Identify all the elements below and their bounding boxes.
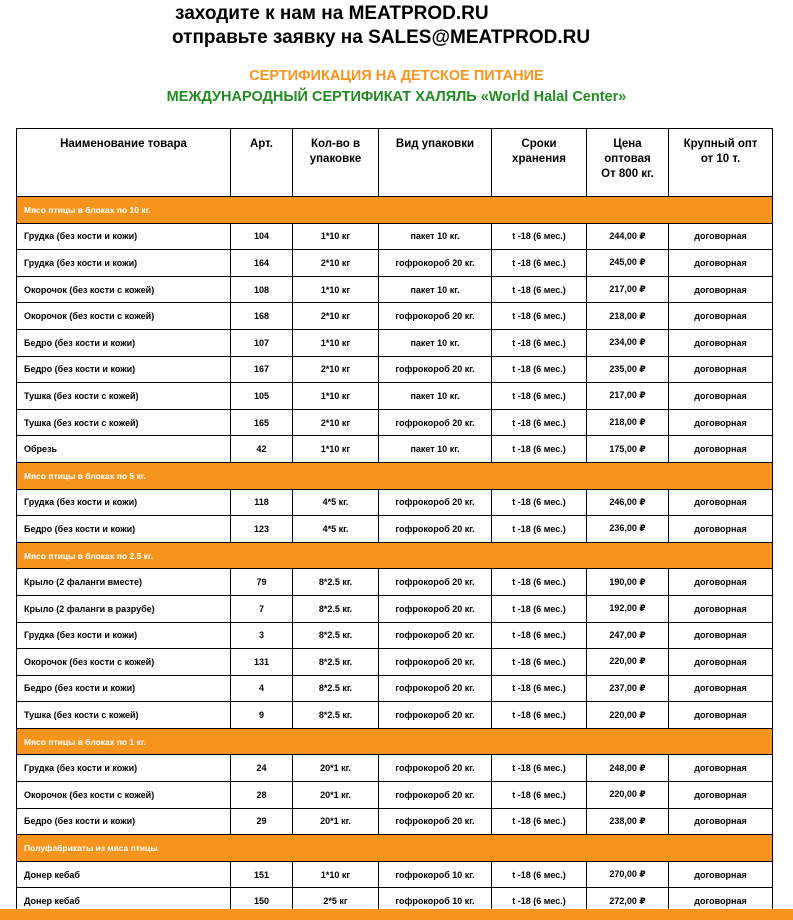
row-art: 123 — [231, 516, 293, 543]
row-term: t -18 (6 мес.) — [492, 888, 587, 915]
header-qty: Кол-во в упаковке — [293, 129, 379, 197]
row-term: t -18 (6 мес.) — [492, 276, 587, 303]
row-price: 270,00 ₽ — [587, 861, 669, 888]
row-bulk: договорная — [669, 383, 773, 410]
row-price: 245,00 ₽ — [587, 250, 669, 277]
row-name: Грудка (без кости и кожи) — [17, 250, 231, 277]
row-qty: 1*10 кг — [293, 329, 379, 356]
row-name: Бедро (без кости и кожи) — [17, 329, 231, 356]
section-header-row — [17, 542, 773, 569]
row-name: Окорочок (без кости с кожей) — [17, 649, 231, 676]
row-art: 165 — [231, 409, 293, 436]
row-price: 217,00 ₽ — [587, 276, 669, 303]
row-art: 167 — [231, 356, 293, 383]
table-row — [17, 702, 773, 729]
table-row — [17, 356, 773, 383]
row-art: 131 — [231, 649, 293, 676]
table-row — [17, 782, 773, 809]
row-price: 175,00 ₽ — [587, 436, 669, 463]
table-row — [17, 675, 773, 702]
row-art: 24 — [231, 755, 293, 782]
table-row — [17, 516, 773, 543]
table-row — [17, 383, 773, 410]
row-qty: 20*1 кг. — [293, 808, 379, 835]
row-name: Тушка (без кости с кожей) — [17, 383, 231, 410]
row-qty: 2*10 кг — [293, 250, 379, 277]
table-row — [17, 329, 773, 356]
row-bulk: договорная — [669, 276, 773, 303]
row-term: t -18 (6 мес.) — [492, 223, 587, 250]
row-art: 42 — [231, 436, 293, 463]
header-name: Наименование товара — [17, 129, 231, 197]
row-art: 79 — [231, 569, 293, 596]
row-art: 105 — [231, 383, 293, 410]
row-qty: 8*2.5 кг. — [293, 569, 379, 596]
row-art: 4 — [231, 675, 293, 702]
row-name: Донер кебаб — [17, 888, 231, 915]
row-price: 218,00 ₽ — [587, 409, 669, 436]
table-row — [17, 808, 773, 835]
row-term: t -18 (6 мес.) — [492, 329, 587, 356]
row-pack: гофрокороб 20 кг. — [379, 675, 492, 702]
row-term: t -18 (6 мес.) — [492, 516, 587, 543]
row-bulk: договорная — [669, 569, 773, 596]
table-body — [17, 197, 773, 915]
row-price: 237,00 ₽ — [587, 675, 669, 702]
row-pack: гофрокороб 20 кг. — [379, 782, 492, 809]
row-bulk: договорная — [669, 675, 773, 702]
row-price: 248,00 ₽ — [587, 755, 669, 782]
table-row — [17, 489, 773, 516]
row-term: t -18 (6 мес.) — [492, 622, 587, 649]
row-name: Крыло (2 фаланги в разрубе) — [17, 595, 231, 622]
row-name: Обрезь — [17, 436, 231, 463]
row-name: Бедро (без кости и кожи) — [17, 356, 231, 383]
row-name: Окорочок (без кости с кожей) — [17, 782, 231, 809]
table-row — [17, 303, 773, 330]
section-title: Мясо птицы в блоках по 10 кг. — [17, 197, 773, 224]
row-price: 220,00 ₽ — [587, 649, 669, 676]
row-qty: 2*10 кг — [293, 356, 379, 383]
section-title: Мясо птицы в блоках по 1 кг. — [17, 728, 773, 755]
section-title: Полуфабрикаты из мяса птицы — [17, 835, 773, 862]
row-art: 9 — [231, 702, 293, 729]
row-pack: гофрокороб 20 кг. — [379, 489, 492, 516]
row-term: t -18 (6 мес.) — [492, 383, 587, 410]
row-pack: гофрокороб 20 кг. — [379, 516, 492, 543]
table-header-row — [17, 129, 773, 197]
row-term: t -18 (6 мес.) — [492, 675, 587, 702]
section-header-row — [17, 728, 773, 755]
row-name: Бедро (без кости и кожи) — [17, 808, 231, 835]
row-pack: гофрокороб 20 кг. — [379, 808, 492, 835]
row-bulk: договорная — [669, 782, 773, 809]
row-price: 220,00 ₽ — [587, 782, 669, 809]
row-price: 246,00 ₽ — [587, 489, 669, 516]
row-qty: 2*5 кг — [293, 888, 379, 915]
row-name: Грудка (без кости и кожи) — [17, 622, 231, 649]
row-name: Тушка (без кости с кожей) — [17, 702, 231, 729]
row-bulk: договорная — [669, 861, 773, 888]
row-qty: 4*5 кг. — [293, 516, 379, 543]
row-qty: 2*10 кг — [293, 303, 379, 330]
row-art: 28 — [231, 782, 293, 809]
row-term: t -18 (6 мес.) — [492, 755, 587, 782]
row-qty: 8*2.5 кг. — [293, 622, 379, 649]
table-row — [17, 436, 773, 463]
row-name: Грудка (без кости и кожи) — [17, 489, 231, 516]
row-bulk: договорная — [669, 223, 773, 250]
row-name: Окорочок (без кости с кожей) — [17, 276, 231, 303]
row-bulk: договорная — [669, 622, 773, 649]
row-pack: гофрокороб 20 кг. — [379, 702, 492, 729]
row-term: t -18 (6 мес.) — [492, 808, 587, 835]
row-term: t -18 (6 мес.) — [492, 569, 587, 596]
row-pack: гофрокороб 20 кг. — [379, 250, 492, 277]
row-pack: гофрокороб 20 кг. — [379, 409, 492, 436]
row-qty: 8*2.5 кг. — [293, 595, 379, 622]
row-pack: пакет 10 кг. — [379, 329, 492, 356]
table-row — [17, 595, 773, 622]
row-bulk: договорная — [669, 755, 773, 782]
table-row — [17, 861, 773, 888]
table-row — [17, 569, 773, 596]
row-bulk: договорная — [669, 702, 773, 729]
header-price: Цена оптовая От 800 кг. — [587, 129, 669, 197]
row-art: 118 — [231, 489, 293, 516]
row-name: Грудка (без кости и кожи) — [17, 755, 231, 782]
row-art: 3 — [231, 622, 293, 649]
row-price: 244,00 ₽ — [587, 223, 669, 250]
table-row — [17, 223, 773, 250]
row-art: 107 — [231, 329, 293, 356]
row-pack: гофрокороб 20 кг. — [379, 622, 492, 649]
row-pack: гофрокороб 10 кг. — [379, 861, 492, 888]
row-name: Донер кебаб — [17, 861, 231, 888]
email-invite-text: отправьте заявку на SALES@MEATPROD.RU — [172, 27, 591, 48]
row-qty: 2*10 кг — [293, 409, 379, 436]
header-pack: Вид упаковки — [379, 129, 492, 197]
row-qty: 8*2.5 кг. — [293, 675, 379, 702]
row-term: t -18 (6 мес.) — [492, 861, 587, 888]
row-price: 272,00 ₽ — [587, 888, 669, 915]
row-bulk: договорная — [669, 649, 773, 676]
row-pack: гофрокороб 20 кг. — [379, 356, 492, 383]
row-bulk: договорная — [669, 356, 773, 383]
row-qty: 1*10 кг — [293, 436, 379, 463]
row-name: Бедро (без кости и кожи) — [17, 516, 231, 543]
row-price: 238,00 ₽ — [587, 808, 669, 835]
row-qty: 8*2.5 кг. — [293, 702, 379, 729]
row-pack: гофрокороб 20 кг. — [379, 649, 492, 676]
baby-food-certification: СЕРТИФИКАЦИЯ НА ДЕТСКОЕ ПИТАНИЕ — [249, 68, 544, 84]
row-pack: пакет 10 кг. — [379, 223, 492, 250]
row-art: 164 — [231, 250, 293, 277]
row-qty: 8*2.5 кг. — [293, 649, 379, 676]
row-bulk: договорная — [669, 595, 773, 622]
row-name: Бедро (без кости и кожи) — [17, 675, 231, 702]
row-term: t -18 (6 мес.) — [492, 489, 587, 516]
row-term: t -18 (6 мес.) — [492, 595, 587, 622]
row-bulk: договорная — [669, 250, 773, 277]
header-art: Арт. — [231, 129, 293, 197]
row-qty: 20*1 кг. — [293, 782, 379, 809]
row-pack: гофрокороб 20 кг. — [379, 595, 492, 622]
row-pack: гофрокороб 20 кг. — [379, 303, 492, 330]
row-bulk: договорная — [669, 409, 773, 436]
row-bulk: договорная — [669, 329, 773, 356]
row-term: t -18 (6 мес.) — [492, 409, 587, 436]
row-art: 168 — [231, 303, 293, 330]
row-price: 220,00 ₽ — [587, 702, 669, 729]
row-qty: 1*10 кг — [293, 276, 379, 303]
row-name: Тушка (без кости с кожей) — [17, 409, 231, 436]
row-pack: пакет 10 кг. — [379, 383, 492, 410]
row-term: t -18 (6 мес.) — [492, 436, 587, 463]
row-price: 235,00 ₽ — [587, 356, 669, 383]
bottom-orange-band — [0, 909, 793, 920]
row-art: 29 — [231, 808, 293, 835]
row-art: 151 — [231, 861, 293, 888]
row-price: 192,00 ₽ — [587, 595, 669, 622]
row-art: 108 — [231, 276, 293, 303]
row-term: t -18 (6 мес.) — [492, 702, 587, 729]
row-qty: 20*1 кг. — [293, 755, 379, 782]
row-bulk: договорная — [669, 808, 773, 835]
header-term: Сроки хранения — [492, 129, 587, 197]
row-price: 190,00 ₽ — [587, 569, 669, 596]
row-bulk: договорная — [669, 489, 773, 516]
row-term: t -18 (6 мес.) — [492, 356, 587, 383]
row-price: 236,00 ₽ — [587, 516, 669, 543]
row-price: 217,00 ₽ — [587, 383, 669, 410]
table-row — [17, 755, 773, 782]
row-price: 234,00 ₽ — [587, 329, 669, 356]
row-term: t -18 (6 мес.) — [492, 250, 587, 277]
row-qty: 1*10 кг — [293, 223, 379, 250]
row-pack: пакет 10 кг. — [379, 436, 492, 463]
row-price: 247,00 ₽ — [587, 622, 669, 649]
halal-certification: МЕЖДУНАРОДНЫЙ СЕРТИФИКАТ ХАЛЯЛЬ «World Halal Center» — [166, 89, 627, 105]
row-name: Грудка (без кости и кожи) — [17, 223, 231, 250]
row-bulk: договорная — [669, 888, 773, 915]
row-qty: 4*5 кг. — [293, 489, 379, 516]
row-term: t -18 (6 мес.) — [492, 303, 587, 330]
row-pack: пакет 10 кг. — [379, 276, 492, 303]
price-table — [16, 128, 773, 915]
site-invite-text: заходите к нам на MEATPROD.RU — [175, 3, 489, 24]
header-bulk: Крупный опт от 10 т. — [669, 129, 773, 197]
table-row — [17, 250, 773, 277]
row-art: 104 — [231, 223, 293, 250]
row-pack: гофрокороб 10 кг. — [379, 888, 492, 915]
row-bulk: договорная — [669, 303, 773, 330]
row-price: 218,00 ₽ — [587, 303, 669, 330]
row-term: t -18 (6 мес.) — [492, 649, 587, 676]
section-title: Мясо птицы в блоках по 2.5 кг. — [17, 542, 773, 569]
row-art: 150 — [231, 888, 293, 915]
table-row — [17, 409, 773, 436]
section-title: Мясо птицы в блоках по 5 кг. — [17, 462, 773, 489]
row-term: t -18 (6 мес.) — [492, 782, 587, 809]
row-name: Окорочок (без кости с кожей) — [17, 303, 231, 330]
table-row — [17, 622, 773, 649]
section-header-row — [17, 462, 773, 489]
table-row — [17, 649, 773, 676]
row-name: Крыло (2 фаланги вместе) — [17, 569, 231, 596]
row-pack: гофрокороб 20 кг. — [379, 755, 492, 782]
row-bulk: договорная — [669, 516, 773, 543]
row-qty: 1*10 кг — [293, 861, 379, 888]
row-art: 7 — [231, 595, 293, 622]
section-header-row — [17, 197, 773, 224]
section-header-row — [17, 835, 773, 862]
row-bulk: договорная — [669, 436, 773, 463]
row-pack: гофрокороб 20 кг. — [379, 569, 492, 596]
table-row — [17, 276, 773, 303]
row-qty: 1*10 кг — [293, 383, 379, 410]
